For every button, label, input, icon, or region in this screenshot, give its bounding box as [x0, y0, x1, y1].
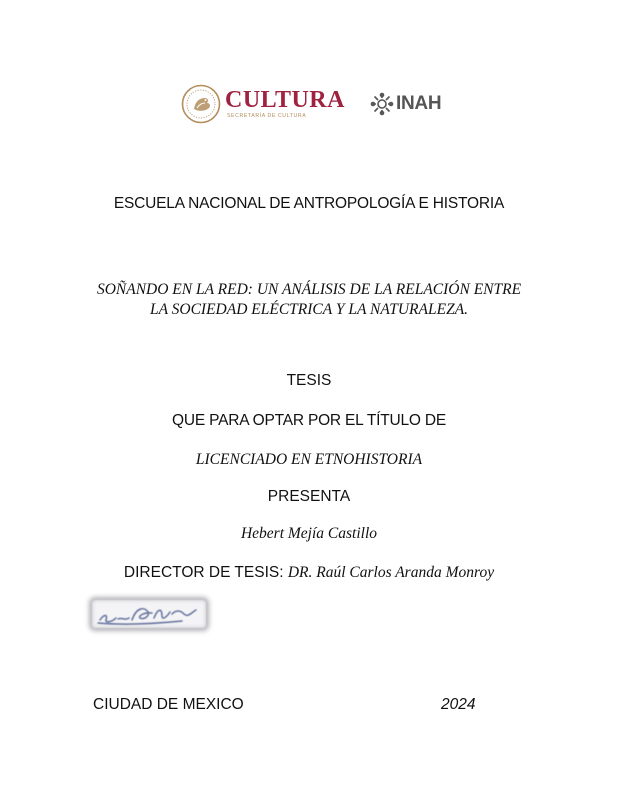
cultura-wordmark: CULTURA	[225, 87, 345, 113]
cultura-subline: SECRETARÍA DE CULTURA	[227, 113, 307, 119]
director-label: DIRECTOR DE TESIS:	[123, 564, 284, 581]
thesis-label: TESIS	[286, 372, 332, 389]
director-line	[0, 564, 618, 582]
signature-scribble-icon	[92, 600, 206, 628]
thesis-title-line-2: LA SOCIEDAD ELÉCTRICA Y LA NATURALEZA.	[149, 301, 469, 318]
inah-wordmark: INAH	[396, 93, 442, 114]
author-name: Hebert Mejía Castillo	[240, 525, 378, 542]
inah-emblem-icon	[370, 92, 394, 116]
cultura-logo	[181, 84, 343, 124]
signature-image	[92, 600, 206, 628]
inah-logo	[370, 92, 454, 116]
year: 2024	[441, 696, 476, 713]
city: CIUDAD DE MEXICO	[93, 696, 244, 713]
institution-name: ESCUELA NACIONAL DE ANTROPOLOGÍA E HISTORIA	[113, 195, 505, 212]
director-name: DR. Raúl Carlos Aranda Monroy	[287, 564, 495, 581]
degree-intro: QUE PARA OPTAR POR EL TÍTULO DE	[171, 412, 446, 429]
presents-label: PRESENTA	[267, 488, 351, 505]
cultura-seal-icon	[181, 84, 221, 124]
thesis-title-line-1: SOÑANDO EN LA RED: UN ANÁLISIS DE LA RELACIÓN ENTRE	[96, 281, 522, 298]
degree-name: LICENCIADO EN ETNOHISTORIA	[195, 451, 423, 468]
